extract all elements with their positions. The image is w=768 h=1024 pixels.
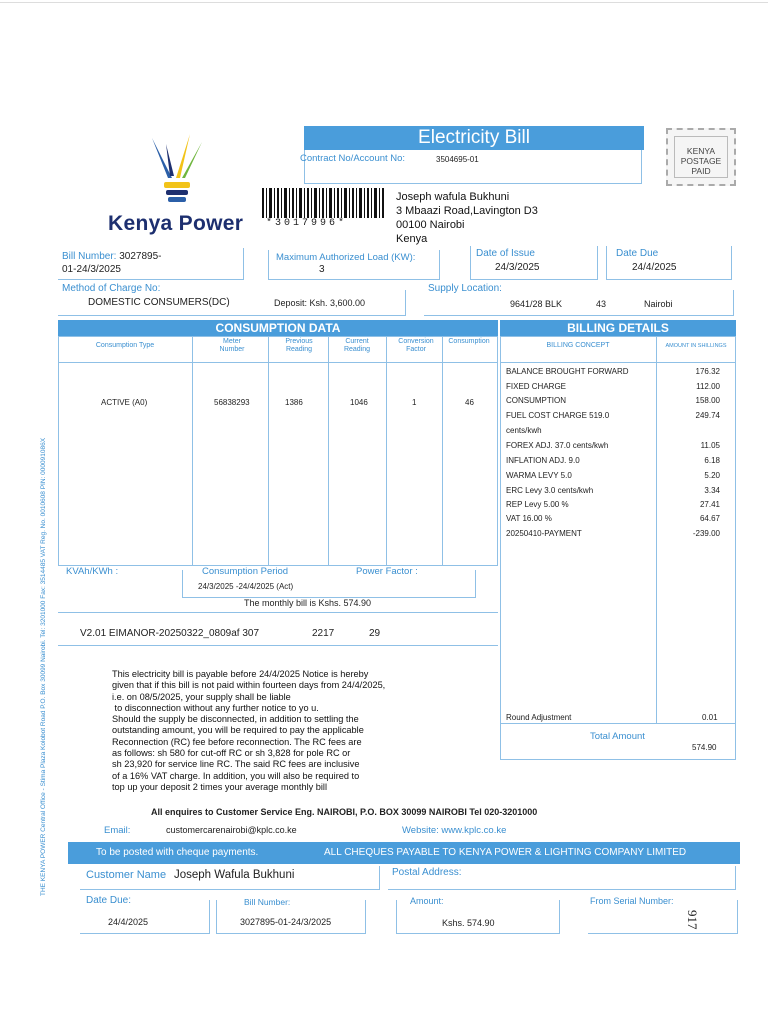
col-divider (268, 336, 269, 566)
date-due-value: 24/4/2025 (632, 262, 677, 273)
stamp-line-3: PAID (691, 166, 711, 176)
period-box (182, 570, 476, 598)
max-load-label: Maximum Authorized Load (KW): (276, 252, 416, 263)
notice-line: i.e. on 08/5/2025, your supply shall be liable (112, 691, 291, 702)
billing-amount: 176.32 (695, 367, 720, 376)
billing-concept: CONSUMPTION (506, 396, 566, 405)
notice-line: Should the supply be disconnected, in addition to settling the (112, 714, 359, 725)
billing-amount: 5.20 (704, 471, 720, 480)
top-edge (0, 2, 768, 3)
side-text: THE KENYA POWER Central Office - Stima Plaza Kolobot Road P.O. Box 30099 Nairobi. Tel: 3201000 Fax: 3514485 VAT Reg. No. 0010608 PIN: 000091086X (40, 437, 47, 896)
billing-concept: ERC Levy 3.0 cents/kwh (506, 486, 594, 495)
payment-notice (112, 669, 430, 793)
consumption-header-divider (58, 362, 498, 363)
footer-bill-number-label: Bill Number: (244, 897, 291, 907)
billing-concept: VAT 16.00 % (506, 514, 552, 523)
notice-line: to disconnection without any further notice to yo u. (112, 702, 319, 713)
footer-date-due-label: Date Due: (86, 895, 132, 906)
address-line-2: 00100 Nairobi (396, 219, 465, 231)
billing-amount: 249.74 (695, 411, 720, 420)
notice-line: sh 23,920 for service line RC. The said RC fees are inclusive (112, 759, 360, 770)
ref-a: 2217 (312, 628, 335, 639)
billing-concept: 20250410-PAYMENT (506, 529, 582, 538)
supply-label: Supply Location: (428, 283, 502, 294)
round-divider (500, 723, 736, 724)
billing-amount: 64.67 (699, 514, 720, 523)
billing-concept: WARMA LEVY 5.0 (506, 471, 572, 480)
barcode (262, 188, 387, 228)
date-issue-label: Date of Issue (476, 248, 535, 259)
supply-town: Nairobi (644, 299, 673, 309)
row-conversion: 1 (412, 398, 417, 407)
customer-address (396, 190, 538, 246)
kenya-power-logo (108, 132, 248, 242)
billing-header-divider (500, 362, 736, 363)
serial-label: From Serial Number: (590, 896, 674, 906)
bill-number-value: 3027895- (119, 251, 162, 262)
footer-amount-box (396, 900, 560, 934)
max-load-box (268, 250, 440, 280)
date-due-label: Date Due (616, 248, 659, 259)
serial-box (588, 900, 738, 934)
billing-amount: 6.18 (704, 456, 720, 465)
billing-amount: 11.05 (700, 441, 720, 450)
col-divider (442, 336, 443, 566)
row-type: ACTIVE (A0) (101, 398, 148, 407)
supply-no: 43 (596, 299, 607, 309)
row-consumption: 46 (465, 398, 474, 407)
customer-name-box (80, 866, 380, 890)
billing-col-divider (656, 336, 657, 724)
date-issue-box (470, 246, 598, 280)
monthly-bill: The monthly bill is Kshs. 574.90 (244, 598, 372, 608)
col-header-current: Current Reading (343, 338, 371, 353)
consumption-table (58, 336, 498, 566)
row-meter: 56838293 (214, 398, 250, 407)
cheque-right: ALL CHEQUES PAYABLE TO KENYA POWER & LIGHTING COMPANY LIMITED (324, 847, 687, 858)
notice-line: top up your deposit 2 times your average monthly bill (112, 781, 328, 792)
supply-plot: 9641/28 BLK (510, 299, 563, 309)
billing-amount-header: AMOUNT IN SHILLINGS (665, 343, 727, 349)
total-value: 574.90 (692, 743, 717, 752)
billing-amount: -239.00 (692, 529, 720, 538)
period-value: 24/3/2025 -24/4/2025 (Act) (198, 582, 294, 591)
brand-name: Kenya Power (108, 212, 244, 235)
col-header-previous: Previous Reading (285, 338, 313, 353)
footer-date-due-box (80, 900, 210, 934)
round-label: Round Adjustment (506, 713, 572, 722)
col-header-meter: Meter Number (219, 338, 245, 353)
round-value: 0.01 (702, 713, 718, 722)
kvah-label: KVAh/KWh : (66, 566, 119, 577)
address-country: Kenya (396, 233, 428, 245)
method-label: Method of Charge No: (62, 283, 161, 294)
total-label: Total Amount (590, 731, 645, 742)
row-current: 1046 (350, 398, 368, 407)
footer-amount-label: Amount: (410, 896, 444, 906)
website: Website: www.kplc.co.ke (402, 825, 507, 836)
date-issue-value: 24/3/2025 (495, 262, 540, 273)
col-header-consumption: Consumption (448, 338, 490, 345)
supply-box (424, 290, 734, 316)
billing-concept: REP Levy 5.00 % (506, 500, 569, 509)
col-divider (328, 336, 329, 566)
deposit-value: Deposit: Ksh. 3,600.00 (274, 298, 366, 308)
notice-line: given that if this bill is not paid within fourteen days from 24/4/2025, (112, 680, 386, 691)
bill-number-box (58, 248, 244, 280)
notice-line: of a 16% VAT charge. In addition, you will also be required to (112, 770, 360, 781)
billing-concept: cents/kwh (506, 426, 542, 435)
billing-amount: 158.00 (695, 396, 720, 405)
notice-line: Reconnection (RC) fee before reconnection. The RC fees are (112, 736, 362, 747)
email-value: customercarenairobi@kplc.co.ke (166, 825, 297, 835)
billing-amount: 112.00 (696, 382, 720, 391)
contract-value: 3504695-01 (436, 155, 479, 164)
footer-bill-number-value: 3027895-01-24/3/2025 (240, 917, 332, 927)
period-label: Consumption Period (202, 566, 289, 577)
method-value: DOMESTIC CONSUMERS(DC) (88, 297, 230, 308)
enquiries-text: All enquires to Customer Service Eng. NAIROBI, P.O. BOX 30099 NAIROBI Tel 020-3201000 (151, 807, 538, 817)
ref-b: 29 (369, 628, 381, 639)
customer-name-value: Joseph Wafula Bukhuni (174, 869, 295, 881)
date-due-box (606, 246, 732, 280)
postal-box (388, 866, 736, 890)
monthly-divider (58, 612, 498, 613)
billing-heading: BILLING DETAILS (500, 320, 736, 336)
consumption-heading: CONSUMPTION DATA (58, 320, 498, 336)
postal-label: Postal Address: (392, 867, 462, 878)
power-factor-label: Power Factor : (356, 566, 418, 577)
billing-concept: FIXED CHARGE (506, 382, 567, 391)
billing-concept: BALANCE BROUGHT FORWARD (506, 367, 629, 376)
stamp-line-2: POSTAGE (680, 156, 722, 166)
email-label: Email: (104, 825, 131, 836)
contract-label: Contract No/Account No: (300, 153, 406, 164)
footer-date-due-value: 24/4/2025 (108, 917, 149, 927)
max-load-value: 3 (319, 264, 325, 275)
customer-name: Joseph wafula Bukhuni (396, 191, 510, 203)
notice-line: outstanding amount, you will be required to pay the applicable (112, 725, 364, 736)
notice-line: This electricity bill is payable before 24/4/2025 Notice is hereby (112, 669, 369, 679)
footer-bill-number-box (216, 900, 366, 934)
customer-name-label: Customer Name (86, 869, 167, 881)
col-header-conversion: Conversion Factor (398, 338, 434, 353)
cheque-left: To be posted with cheque payments. (96, 847, 259, 858)
billing-concept-header: BILLING CONCEPT (546, 342, 610, 349)
bulb-icon (108, 132, 248, 212)
barcode-icon (262, 188, 387, 218)
cheque-bar (68, 842, 740, 864)
billing-amount: 3.34 (704, 486, 720, 495)
bill-number-value-2: 01-24/3/2025 (62, 264, 121, 275)
billing-concept: FUEL COST CHARGE 519.0 (506, 411, 610, 420)
barcode-text: *3017996* (266, 218, 348, 229)
col-header-type: Consumption Type (95, 342, 155, 349)
address-line-1: 3 Mbaazi Road,Lavington D3 (396, 205, 538, 217)
billing-concept: INFLATION ADJ. 9.0 (506, 456, 580, 465)
method-box (58, 290, 406, 316)
ref-code: V2.01 EIMANOR-20250322_0809af 307 (80, 628, 260, 639)
stamp-line-1: KENYA (686, 146, 716, 156)
bill-number-label: Bill Number: 3027895- (62, 251, 162, 262)
billing-amount: 27.41 (699, 500, 720, 509)
bill-title: Electricity Bill (418, 127, 530, 148)
notice-line: as follows: sh 580 for cut-off RC or sh 3,828 for pole RC or (112, 748, 351, 759)
ref-divider (58, 645, 498, 646)
postage-stamp (666, 128, 736, 186)
col-divider (192, 336, 193, 566)
footer-amount-value: Kshs. 574.90 (442, 918, 495, 928)
bill-title-bar (304, 126, 644, 150)
billing-concept: FOREX ADJ. 37.0 cents/kwh (506, 441, 609, 450)
row-previous: 1386 (285, 398, 303, 407)
serial-value: 917 (685, 910, 700, 930)
col-divider (386, 336, 387, 566)
